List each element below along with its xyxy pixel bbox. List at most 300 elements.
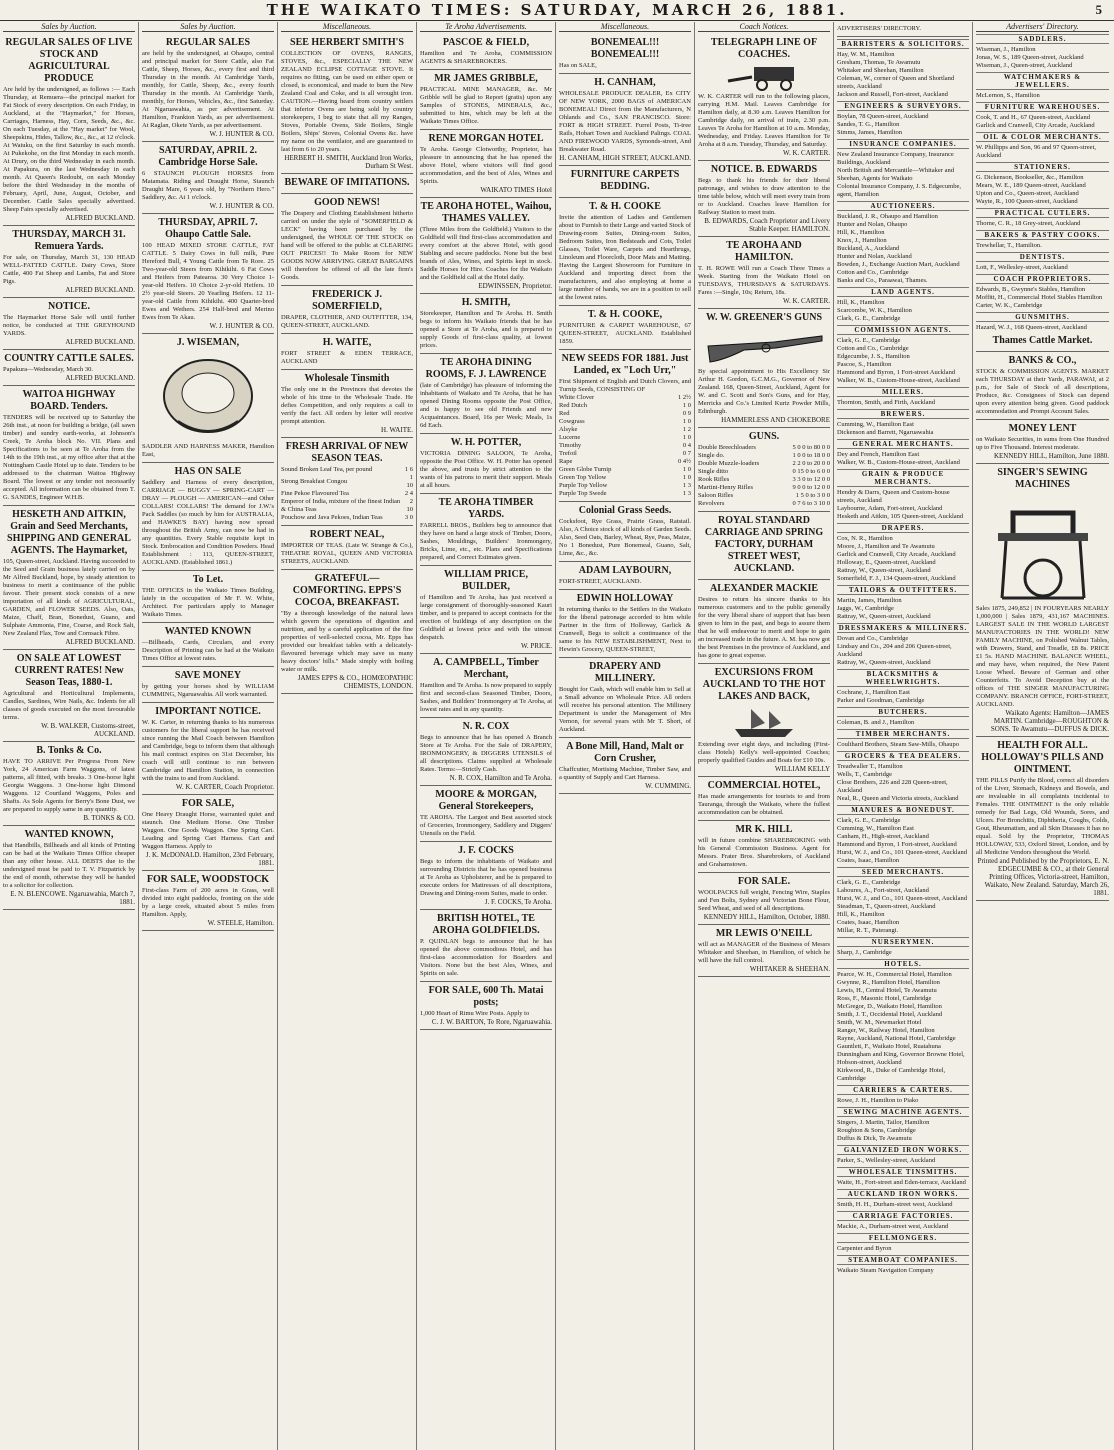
ad-heading: GRATEFUL—COMFORTING. EPPS'S COCOA, BREAKFAST. — [292, 573, 402, 608]
directory-entry: Sandes, T. G., Hamilton — [837, 121, 900, 128]
directory-entry: Hendry & Darrs, Queen and Custom-house streets, Auckland — [837, 489, 950, 504]
ad-body: 1,000 Heart of Rimu Wire Posts. Apply to — [420, 1010, 530, 1017]
ad-heading: NEW SEEDS FOR 1881. Just Landed, ex "Loch Urr," — [561, 353, 689, 376]
price-value: 0 7 6 to 3 10 0 — [792, 500, 830, 507]
price-row — [698, 492, 830, 500]
price-row — [698, 484, 830, 492]
ad-heading: THURSDAY, MARCH 31. Remuera Yards. — [12, 229, 126, 252]
ad-heading: ROBERT NEAL, — [309, 529, 385, 540]
newspaper-column-7 — [834, 22, 973, 1450]
advertisement — [281, 370, 413, 438]
ad-signature: ALFRED BUCKLAND. — [65, 214, 135, 222]
directory-entry: Carpenter and Byron — [837, 1245, 892, 1252]
ad-body: Hamilton and Te Aroha, COMMISSION AGENTS & SHAREBROKERS. — [420, 50, 552, 65]
ad-body: Begs to announce that he has opened A Branch Store at Te Aroha. For the Sale of DRAPERY, IRONMONGERY, & DIGGERS UTENSILS of all descriptions. Claims supplied at Wholesale Rates. Terms:—Strictly Cash. — [420, 734, 552, 773]
ad-body: STOCK & COMMISSION AGENTS. MARKET each THURSDAY at their Yards, PARAWAI, at 2 p.m., for Sale of Stock of all descriptions, Produce, &c. Consignees of Stock can depend upon every attention being given. Good paddock accommodation and Prompt Account Sales. — [976, 368, 1109, 415]
price-item: Double Breechloaders — [698, 444, 756, 451]
price-item: Green Top Yellow — [559, 474, 607, 481]
price-value: 1 0 — [682, 474, 691, 481]
ad-body: Has made arrangements for tourists to and from Tauranga, through the Waikato, where the fullest accommodation can be obtained. — [698, 793, 830, 816]
directory-entry: Wiseman, J., Hamilton — [976, 46, 1036, 53]
directory-category: GENERAL MERCHANTS. — [837, 439, 969, 449]
price-value: 3 0 — [404, 514, 413, 521]
ad-signature: JAMES EPPS & CO., HOMŒOPATHIC CHEMISTS, LONDON. — [297, 674, 413, 690]
directory-category: DENTISTS. — [976, 252, 1109, 262]
directory-entry: Moffitt, H., Commercial Hotel Stables Hamilton — [976, 294, 1103, 301]
price-row — [559, 402, 691, 410]
directory-category: MILLERS. — [837, 387, 969, 397]
ad-heading: MR K. HILL — [735, 824, 793, 835]
advertisers-directory — [976, 34, 1109, 332]
directory-title: ADVERTISERS' DIRECTORY. — [837, 23, 969, 37]
directory-category: AUCTIONEERS. — [837, 201, 969, 211]
ad-heading: SINGER'S SEWING MACHINES — [997, 467, 1088, 490]
ad-heading: COUNTRY CATTLE SALES. — [4, 353, 134, 364]
directory-entry: Jaggs, W., Cambridge — [837, 605, 894, 612]
advertisement — [559, 166, 691, 198]
ad-body: For sale, on Thursday, March 31, 130 HEAD WELL-FATTED CATTLE. Dairy Cows, Store Cattle, 400 Fat Sheep and Lambs, Fat and Store Pigs. — [3, 254, 135, 285]
ad-body: Are held by the undersigned, as follows :— Each Thursday, at Remuera—the principal market for Fat Stock of every description. On each Friday, in Auckland, at the "Haymarket," for Horses, Carriages, Harness, Hay, Corn, Seeds, &c., &c. On each Tuesday, at the "Hay market" for Wool, Sheepskins, Hides, Tallow, &c., &c., at 12 o'clock. At Waiuku, on the first Saturday in each month. At Pukekohe, on the first Monday in each month. At Drury, on the third Wednesday in each month. At Papakura, on the last Wednesday in each month. At Queen's Redoubt, on each Monday before the third Wednesday in the months of February, April, June, August, October, and December. Cattle Sales specially advertised. Sheep Fairs specially advertised. — [3, 86, 135, 213]
ship-illustration — [729, 705, 799, 739]
price-value: 1 5 0 to 3 0 0 — [795, 492, 830, 499]
price-item: Single do. — [698, 452, 725, 459]
ad-heading: BANKS & CO., — [1008, 355, 1077, 366]
ad-heading: A. CAMPBELL, Timber Merchant, — [433, 657, 539, 680]
advertisement — [420, 354, 552, 434]
directory-entry: Lewis, H., Central Hotel, Te Awamutu — [837, 987, 937, 994]
sewing-machine-illustration — [988, 493, 1098, 603]
price-item: Purple Top Yellow — [559, 482, 608, 489]
price-item: Fine Pekoe Flavoured Tea — [281, 490, 349, 497]
price-item: Rook Rifles — [698, 476, 730, 483]
directory-entry: Walker, W. B., Custom-House-street, Auckland — [837, 459, 960, 466]
advertisers-directory — [837, 23, 969, 1275]
directory-entry: Edgecumbe, J. S., Hamilton — [837, 353, 910, 360]
directory-entry: Whitaker and Sheehan, Hamilton — [837, 67, 924, 74]
directory-category: WHOLESALE TINSMITHS. — [837, 1167, 969, 1177]
advertisement — [420, 718, 552, 786]
ad-body: Agricultural and Horticultural Implements, Candles, Sardines, Wire Nails, &c. Indents for all classes of goods executed on the most favourable terms. — [3, 690, 135, 721]
directory-entry: Clark, G. E., Cambridge — [837, 337, 901, 344]
directory-entry: Hill, K., Hamilton — [837, 229, 885, 236]
column-header: Coach Notices. — [698, 23, 830, 32]
directory-entry: Rowe, J. H., Hamilton to Piako — [837, 1097, 919, 1104]
directory-entry: Somerfield, F. J., 134 Queen-street, Auckland — [837, 575, 956, 582]
ad-heading: REGULAR SALES OF LIVE STOCK AND AGRICULTURAL PRODUCE — [5, 37, 133, 84]
advertisement — [559, 658, 691, 738]
price-row — [559, 442, 691, 450]
ad-heading: FREDERICK J. SOMERFIELD, — [311, 289, 382, 312]
ad-signature: H. CANHAM, HIGH STREET, AUCKLAND. — [559, 154, 691, 162]
ad-heading: HESKETH AND AITKIN, Grain and Seed Merchants, SHIPPING AND GENERAL AGENTS. The Haymarket, — [7, 509, 131, 556]
ad-heading: MOORE & MORGAN, General Storekeepers, — [435, 789, 537, 812]
ad-signature: Waikato Agents: Hamilton—JAMES MARTIN. Cambridge—ROUGHTON & SONS. Te Awamutu—DUFFUS & DICK. — [990, 709, 1109, 733]
ad-body: The Haymarket Horse Sale will until further notice, be conducted at THE GREYHOUND YARDS. — [3, 314, 135, 337]
ad-heading: H. CANHAM, — [594, 77, 656, 88]
advertisement — [420, 842, 552, 910]
advertisement — [3, 742, 135, 826]
price-row — [698, 444, 830, 452]
directory-entry: Hammond and Byron, 1 Fort-street Auckland — [837, 369, 956, 376]
directory-entry: Dovan and Co., Cambridge — [837, 635, 909, 642]
advertisement — [281, 334, 413, 370]
ad-heading: TE AROHA TIMBER YARDS. — [438, 497, 534, 520]
ad-body: By special appointment to His Excellency Sir Arthur H. Gordon, G.C.M.G., Governor of New Zealand. 168, Queen-Street, Auckland, Agent for W. and C. Scott and Son's Guns, and for Hay, Merricks and Co.'s Limited Kurtz Powder Mills, Edinburgh. — [698, 368, 830, 415]
advertisement — [281, 174, 413, 194]
advertisement — [420, 294, 552, 354]
directory-entry: Hill, K., Hamilton — [837, 299, 885, 306]
coach-illustration — [724, 63, 804, 91]
directory-category: COMMISSION AGENTS. — [837, 325, 969, 335]
ad-signature: W. B. WALKER, Customs-street, AUCKLAND. — [41, 722, 135, 738]
advertisement — [698, 873, 830, 925]
price-value: 0 4 — [682, 442, 691, 449]
directory-entry: G. Dickenson, Bookseller, &c., Hamilton — [976, 174, 1084, 181]
advertisement — [281, 526, 413, 570]
directory-entry: Smith, W. M., Newmarket Hotel — [837, 1019, 922, 1026]
advertisement — [698, 428, 830, 512]
directory-category: BUTCHERS. — [837, 707, 969, 717]
ad-body: VICTORIA DINING SALOON, Te Aroha, opposite the Post Office. W. H. Potter has opened the above, and trusts by strict attention to the wants of his patrons to merit their support. Meals at all hours. — [420, 450, 552, 489]
price-row — [559, 434, 691, 442]
directory-entry: Dunningham and King, Governor Browne Hotel, Hobson-street, Auckland — [837, 1051, 965, 1066]
advertisement — [3, 226, 135, 298]
directory-entry: Canham, H., High-street, Auckland — [837, 833, 929, 840]
directory-entry: North British and Mercantile—Whitaker and Sheehan, Agents for Waikato — [837, 167, 954, 182]
directory-category: FURNITURE WAREHOUSES. — [976, 102, 1109, 112]
ad-signature: J. F. COCKS, Te Aroha. — [484, 898, 552, 906]
directory-entry: Coleman, B. and J., Hamilton — [837, 719, 915, 726]
advertisement — [142, 142, 274, 214]
ad-heading: FOR SALE. — [737, 876, 791, 887]
directory-category: BLACKSMITHS & WHEELWRIGHTS. — [837, 669, 969, 687]
directory-entry: Moore, J., Hamilton and Te Awamutu — [837, 543, 935, 550]
directory-entry: Duffus & Dick, Te Awamutu — [837, 1135, 912, 1142]
ad-heading: FOR SALE, 600 Th. Matai posts; — [428, 985, 544, 1008]
ad-body: —Billheads, Cards, Circulars, and every Description of Printing can be had at the Waikato Times Office at lowest rates. — [142, 639, 274, 662]
ad-body: TE AROHA. The Largest and Best assorted stock of Groceries, Ironmongery, Saddlery and Diggers' Utensils on the Field. — [420, 814, 552, 837]
advertisement — [976, 420, 1109, 464]
price-row — [281, 474, 413, 490]
directory-entry: Smith, J. T., Occidental Hotel, Auckland — [837, 1011, 943, 1018]
ad-body: Te Aroha. George Clotworthy, Proprietor, has pleasure in announcing that he has opened the above Hotel, where visitors will find good accommodation, and the best of Ales, Wines and Spirits. — [420, 146, 552, 185]
price-row — [281, 466, 413, 474]
ad-heading: THURSDAY, APRIL 7. Ohaupo Cattle Sale. — [158, 217, 258, 240]
ad-heading: REGULAR SALES — [165, 37, 251, 48]
ad-signature: HAMMERLESS AND CHOKEBORE — [721, 416, 830, 424]
ad-body: Has on SALE, — [559, 62, 597, 69]
advertisement — [698, 161, 830, 237]
ad-heading: RENE MORGAN HOTEL — [428, 133, 544, 144]
directory-entry: Clark, G. E., Cambridge — [837, 817, 901, 824]
price-value: 2 10 — [406, 498, 413, 513]
directory-category: SEWING MACHINE AGENTS. — [837, 1107, 969, 1117]
ad-signature: C. J. W. BARTON, Te Rore, Ngaruawahia. — [431, 1018, 552, 1026]
ad-signature: EDWINSSEN, Proprietor. — [478, 282, 552, 290]
price-row — [559, 482, 691, 490]
ad-signature: W. K. CARTER. — [783, 297, 830, 305]
price-row — [698, 452, 830, 460]
ad-signature: Printed and Published by the Proprietors, E. N. EDGECUMBE & CO., at their General Printing Offices, Victoria-street, Hamilton, Waikato, New Zealand. Saturday, March 26, 1881. — [977, 857, 1109, 897]
ad-body: Papakura—Wednesday, March 30. — [3, 366, 94, 373]
advertisement — [559, 350, 691, 502]
directory-entry: Ross, F., Masonic Hotel, Cambridge — [837, 995, 932, 1002]
directory-category: BREWERS. — [837, 409, 969, 419]
ad-body: 6 STAUNCH PLOUGH HORSES from Matamata. Riding and Draught Horse, Staunch Draught Mare, 6 years old, by "Northern Hero." Saddlery, &c. At 1 o'clock. — [142, 170, 274, 201]
ad-body: First-class Farm of 200 acres in Grass, well divided into eight paddocks, fronting on the side by a large creek, situated about 5 miles from Hamilton. Apply, — [142, 887, 274, 918]
column-header: Miscellaneous. — [281, 23, 413, 32]
advertisement — [281, 194, 413, 286]
price-row — [559, 418, 691, 426]
ad-body: of Hamilton and Te Aroha, has just received a large consignment of thoroughly-seasoned Kauri timber, and is prepared to accept contracts for the erection of buildings of any description on the Goldfield at lowest price and with the utmost despatch. — [420, 594, 552, 641]
directory-category: SADDLERS. — [976, 34, 1109, 44]
newspaper-column-4 — [417, 22, 556, 1450]
ad-heading: Thames Cattle Market. — [992, 335, 1093, 346]
ad-heading: H. WAITE, — [322, 337, 372, 348]
price-item: Single ditto — [698, 468, 729, 475]
advertisement — [559, 34, 691, 74]
advertisement — [976, 464, 1109, 737]
directory-entry: Hill, K., Hamilton — [837, 911, 885, 918]
price-value: 0 15 0 to 6 0 0 — [792, 468, 830, 475]
directory-entry: Cook, T. and H., 67 Queen-street, Auckland — [976, 114, 1091, 121]
price-row — [559, 458, 691, 466]
price-item: Alsyke — [559, 426, 578, 433]
directory-entry: Thorne, C. R., 18 Grey-street, Auckland — [976, 220, 1081, 227]
price-row — [698, 500, 830, 508]
ad-body: W. K. CARTER will run to the following places, carrying H.M. Mail. Leaves Cambridge for Hamilton daily, at 8.30 a.m. Leaves Hamilton for Cambridge daily, on arrival of train, 2.30 p.m. Leaves Te Aroha for Hamilton at 10 a.m. Monday, Wednesday, and Friday. Leaves Hamilton for Te Aroha at 8 a.m. Tuesday, Thursday, and Saturday. — [698, 93, 830, 148]
directory-category: DRAPERS. — [837, 523, 969, 533]
ad-heading: H. SMITH, — [461, 297, 511, 308]
price-value: 1 0 — [682, 466, 691, 473]
advertisement — [142, 795, 274, 871]
price-value: 0 9 — [682, 410, 691, 417]
advertisement — [420, 982, 552, 1030]
advertisement — [559, 738, 691, 794]
directory-category: STATIONERS. — [976, 162, 1109, 172]
price-item: Sound Broken Leaf Tea, per pound — [281, 466, 373, 473]
ad-heading: WILLIAM PRICE, BUILDER, — [444, 569, 528, 592]
ad-heading: GUNS. — [748, 431, 780, 442]
directory-entry: Gwynne, R., Hamilton Hotel, Hamilton — [837, 979, 940, 986]
directory-entry: Kirkwood, R., Duke of Cambridge Hotel, Cambridge — [837, 1067, 946, 1082]
directory-entry: Thornton, Smith, and Firth, Auckland — [837, 399, 936, 406]
ad-body: DRAPER, CLOTHIER, AND OUTFITTER, 134, QUEEN-STREET, AUCKLAND. — [281, 314, 413, 329]
directory-entry: Clark, G. E., Cambridge — [837, 879, 901, 886]
price-row — [559, 474, 691, 482]
ad-heading: MR LEWIS O'NEILL — [715, 928, 813, 939]
price-value: 1 6 — [404, 466, 413, 473]
ad-heading: FRESH ARRIVAL OF NEW SEASON TEAS. — [285, 441, 409, 464]
advertisement — [142, 34, 274, 142]
ad-body: W. K. Carter, in returning thanks to his numerous customers for the liberal support he has received since running the Mail Coach between Hamilton and Cambridge, begs to inform them that although his mail contract expires on 31st December, his coach will still continue to run between Cambridge and Hamilton Station, in connection with the trains to and from Auckland. — [142, 719, 274, 782]
price-row — [559, 426, 691, 434]
directory-category: BAKERS & PASTRY COOKS. — [976, 230, 1109, 240]
ad-signature: W. CUMMING. — [645, 782, 691, 790]
directory-entry: Treadwaller T., Hamilton — [837, 763, 903, 770]
directory-entry: Sharp, J., Cambridge — [837, 949, 892, 956]
price-value: 1 0 0 to 18 0 0 — [792, 452, 830, 459]
price-row — [559, 490, 691, 498]
directory-category: DRESSMAKERS & MILLINERS. — [838, 624, 968, 632]
newspaper-column-3 — [278, 22, 417, 1450]
directory-entry: Holloway, E., Queen-street, Auckland — [837, 559, 936, 566]
directory-entry: Hunter and Nolan, Ohaupo — [837, 221, 908, 228]
directory-category: FELLMONGERS. — [837, 1233, 969, 1243]
directory-entry: Hazard, W. J., 168 Queen-street, Auckland — [976, 324, 1087, 331]
price-value: 1 3 — [682, 490, 691, 497]
ad-heading: TE AROHA AND HAMILTON. — [726, 240, 802, 263]
price-row — [559, 450, 691, 458]
ad-heading: DRAPERY AND MILLINERY. — [589, 661, 661, 684]
directory-entry: Jonas, W. S., 189 Queen-street, Auckland — [976, 54, 1084, 61]
ad-heading: HAS ON SALE — [174, 466, 242, 477]
price-row — [698, 476, 830, 484]
ad-heading: T. & H. COOKE — [589, 201, 661, 212]
ad-body: THE PILLS Purify the Blood, correct all disorders of the Liver, Stomach, Kidneys and Bowels, and are invaluable in all complaints incidental to Females. THE OINTMENT is the only reliable remedy for Bad Legs, Old Wounds, Sores, and Ulcers. For Bronchitis, Diphtheria, Coughs, Colds, Gout, Rheumatism, and all Skin Diseases it has no equal. Sold by the Proprietor, THOMAS HOLLOWAY, 533, Oxford Street, London, and by all Medicine Vendors throughout the World. — [976, 777, 1109, 856]
ad-signature: HERBERT H. SMITH, Auckland Iron Works, Durham St West. — [284, 154, 413, 170]
directory-entry: New Zealand Insurance Company, Insurance Buildings, Auckland — [837, 151, 954, 166]
advertisement — [420, 566, 552, 654]
price-row — [281, 490, 413, 498]
advertisement — [281, 286, 413, 334]
advertisement — [976, 737, 1109, 901]
ad-body: Sales 1875, 249,852 | IN FOURYEARS NEARLY 1,000,000 | Sales 1879, 431,167 MACHINES. LARGEST SALE IN THE WORLD LARGEST MANUFACTORIES IN THE WORLD! NEW FAMILY MACHINE, on Polished Walnut Tables, with Drawers, Stand, and Treadle, £8 8s. PRICE £1 5s. HAND MACHINE. BALANCE WHEEL, and may have, when required, the New Patent Loose Wheel. Beware of German and other Counterfeits. To Avoid Deception buy at the offices of THE SINGER MANUFACTURING COMPANY. BRANCH OFFICE, FORT-STREET, AUCKLAND. — [976, 605, 1109, 708]
advertisement — [142, 214, 274, 334]
ad-heading: Colonial Grass Seeds. — [578, 505, 672, 516]
ad-heading: SEE HERBERT SMITH'S — [290, 37, 404, 48]
ad-body: Begs to thank his friends for their liberal patronage, and wishes to draw attention to the time table below, which will meet every train from or to Auckland. Coaches leave Hamilton for Railway Station to meet train. — [698, 177, 830, 216]
ad-heading: FURNITURE CARPETS BEDDING. — [570, 169, 680, 192]
ad-signature: W. STEELE, Hamilton. — [207, 919, 274, 927]
ad-heading: PASCOE & FIELD, — [442, 37, 530, 48]
price-item: Martini-Henry Rifles — [698, 484, 754, 491]
directory-entry: Dey and French, Hamilton East — [837, 451, 920, 458]
directory-entry: Hurst, W. J., and Co., 101 Queen-street, Auckland — [837, 895, 967, 902]
ad-signature: ALFRED BUCKLAND. — [65, 638, 135, 646]
ad-signature: W. PRICE. — [520, 642, 552, 650]
advertisement — [559, 198, 691, 306]
column-header: Advertisers' Directory. — [976, 23, 1109, 32]
ad-signature: J. K. McDONALD. Hamilton, 23rd February, 1881. — [145, 851, 274, 867]
directory-entry: Waite, H., Fort-street and Eden-terrace, Auckland — [837, 1179, 966, 1186]
directory-entry: Coates, Isaac, Hamilton — [837, 857, 900, 864]
directory-entry: Gresham, Thomas, Te Awamutu — [837, 59, 921, 66]
ad-heading: ROYAL STANDARD CARRIAGE AND SPRING FACTORY, DURHAM STREET WEST, AUCKLAND. — [704, 515, 824, 574]
price-item: Green Globe Turnip — [559, 466, 612, 473]
directory-entry: Laybourne, Adam, Fort-street, Auckland — [837, 505, 943, 512]
ad-signature: E. N. BLENCOWE. Ngaruawahia, March 7, 1881. — [10, 890, 135, 906]
directory-entry: Pascoe, S., Hamilton — [837, 361, 892, 368]
advertisement — [698, 34, 830, 161]
advertisement — [281, 570, 413, 694]
directory-category: GROCERS & TEA DEALERS. — [837, 751, 969, 761]
ad-signature: WHITAKER & SHEEHAN. — [749, 965, 830, 973]
ad-heading: J. F. COCKS — [458, 845, 514, 856]
price-list — [559, 394, 691, 498]
ad-signature: WILLIAM KELLY — [774, 765, 830, 773]
ad-signature: W. K. CARTER. — [783, 149, 830, 157]
ad-body: One Heavy Draught Horse, warranted quiet and staunch. One Medium Horse. One Timber Waggon. One Goods Waggon. One Spring Cart. Leading and Spring Cart Harness. Cart and Waggon Harness. Apply to — [142, 811, 274, 850]
directory-entry: Cotton and Co., Cambridge — [837, 269, 909, 276]
directory-entry: Hunter and Nolan, Auckland — [837, 253, 912, 260]
directory-entry: Rattray, W., Queen-street, Auckland — [837, 567, 931, 574]
ad-body: The Drapery and Clothing Establishment hitherto carried on under the style of "SOMERFIELD & LECK" having been purchased by the undersigned, the WHOLE OF THE STOCK on hand will be offered to the public at CLEARING OUT PRICES!! To Make Room for NEW GOODS NOW ARRIVING. GREAT BARGAINS will therefore be offered of all the late firm's Goods. — [281, 210, 413, 281]
column-header: Te Aroha Advertisements. — [420, 23, 552, 32]
advertisement — [976, 332, 1109, 352]
masthead-title: THE WAIKATO TIMES: SATURDAY, MARCH 26, 1881. — [266, 1, 848, 19]
price-item: Revolvers — [698, 500, 725, 507]
directory-category: GUNSMITHS. — [976, 312, 1109, 322]
ad-heading: EXCURSIONS FROM AUCKLAND TO THE HOT LAKES AND BACK, — [702, 667, 826, 702]
directory-entry: Carter, W. K., Cambridge — [976, 302, 1043, 309]
directory-entry: Knox, J., Hamilton — [837, 237, 887, 244]
advertisement — [281, 438, 413, 526]
ad-heading: Wholesale Tinsmith — [304, 373, 390, 384]
directory-entry: Parker, S., Wellesley-street, Auckland — [837, 1157, 936, 1164]
ad-body: WOOLPACKS full weight, Fencing Wire, Staples and Fen Bolts, Sydney and Victorian Bone Flour, Seed Wheat, and seed of all descriptions. — [698, 889, 830, 912]
directory-entry: Boylan, 78 Queen-street, Auckland — [837, 113, 929, 120]
ad-heading: W. W. GREENER'S GUNS — [705, 312, 823, 323]
ad-heading: WANTED KNOWN — [164, 626, 252, 637]
directory-entry: Rayne, Auckland, National Hotel, Cambridge — [837, 1035, 956, 1042]
ad-body: COLLECTION OF OVENS, RANGES, STOVES, &c., ESPECIALLY THE NEW ZEALAND ECLIPSE COTTAGE STOVE. It requires no fitting, can be used on either open or closed, is economical, and made to burn the New Zealand Coal and Coke, and is all wrought iron. CAUTION.—Having heard from country settlers that inferior Ovens are being sold by country storekeepers, I beg to state that all my Ranges, Stoves, Portable Ovens, Side Boilers, Single Boilers, Ships' Stoves, Colonial Ovens &c. have my name on the ventilator, and are guaranteed to last from 6 to 20 years. — [281, 50, 413, 153]
advertisement — [420, 34, 552, 70]
newspaper-column-2 — [139, 22, 278, 1450]
directory-category: TIMBER MERCHANTS. — [837, 729, 969, 739]
price-item: Cowgrass — [559, 418, 585, 425]
ad-heading: ON SALE AT LOWEST CURRENT RATES! New Season Teas, 1880-1. — [14, 653, 124, 688]
advertisement — [420, 70, 552, 130]
ad-body: Bought for Cash, which will enable him to Sell at a Small advance on Wholesale Price. All orders will receive his personal attention. The Millinery Department is under the Management of Mrs Vernon, for several years with Mr T. Short, of Auckland. — [559, 686, 691, 733]
price-item: Red — [559, 410, 570, 417]
ad-body: PRACTICAL MINE MANAGER, &c. Mr Gribble will be glad to Report (gratis) upon any Samples of STONES, MINERALS, &c., submitted to him, which may be left at the Waikato Times Office. — [420, 86, 552, 125]
ad-signature: WAIKATO TIMES Hotel — [480, 186, 552, 194]
advertisement — [281, 34, 413, 174]
directory-entry: Edwards, B., Gwynne's Stables, Hamilton — [976, 286, 1086, 293]
newspaper-column-8 — [973, 22, 1112, 1450]
ad-signature: B. TONKS & CO. — [83, 814, 135, 822]
page-number: 5 — [1095, 2, 1102, 17]
directory-entry: Trewhellar, T., Hamilton. — [976, 242, 1042, 249]
directory-category: CARRIERS & CARTERS. — [837, 1085, 969, 1095]
directory-category: BARRISTERS & SOLICITORS. — [837, 39, 969, 49]
ad-signature: B. EDWARDS, Coach Proprietor and Livery Stable Keeper. HAMILTON. — [704, 217, 830, 233]
price-item: Pouchow and Java Pekoes, Indian Teas — [281, 514, 383, 521]
price-row — [281, 514, 413, 522]
advertisement — [3, 386, 135, 506]
directory-entry: Rattray, W., Queen-street, Auckland — [837, 659, 931, 666]
ad-heading: B. Tonks & Co. — [36, 745, 102, 756]
ad-body: 100 HEAD MIXED STORE CATTLE, FAT CATTLE. 5 Dairy Cows in full milk, Pure Hereford Bull, 4 Young Cattle from Te Rore. 25 Two-year-old Steers from Kihikihi. 6 Fat Cows and Heifers from Patearoa. 30 Very Choice 1-year-old Heifers. 10 Choice 2-yr-old Heifers. 10 2½ year-old Steers. 20 Yearling Heifers. 12 11-year-old Cattle from Kihikihi. 400 Quarter-bred Ewes and Wethers. 254 Half-bred and Merino Ewes from Te Akau. — [142, 242, 274, 321]
ad-body: FORT STREET & EDEN TERRACE, AUCKLAND — [281, 350, 413, 365]
ad-heading: HEALTH FOR ALL. HOLLOWAY'S PILLS AND OINTMENT. — [981, 740, 1104, 775]
ad-body: Desires to return his sincere thanks to his numerous customers and to the public generally for the very liberal share of support that has been given to him in the past, and begs to assure them that he will endeavour to merit and hope to gain an increased trade in the future. A. M. has now got the best Premises in the province of Auckland, and has gone to great expense. — [698, 596, 830, 659]
directory-entry: Wiseman, J., Queen-street, Auckland — [976, 62, 1073, 69]
advertisement — [559, 562, 691, 590]
price-item: Lucerne — [559, 434, 581, 441]
advertisement — [3, 350, 135, 386]
ad-heading: W. H. POTTER, — [450, 437, 522, 448]
directory-entry: Wells, T., Cambridge — [837, 771, 893, 778]
shotgun-illustration — [704, 326, 824, 366]
masthead — [0, 0, 1114, 21]
saddle-illustration — [158, 351, 258, 441]
directory-entry: Scarcombe, W. K., Hamilton — [837, 307, 912, 314]
directory-category: PRACTICAL CUTLERS. — [976, 208, 1109, 218]
price-row — [698, 460, 830, 468]
ad-heading: EDWIN HOLLOWAY — [576, 593, 674, 604]
